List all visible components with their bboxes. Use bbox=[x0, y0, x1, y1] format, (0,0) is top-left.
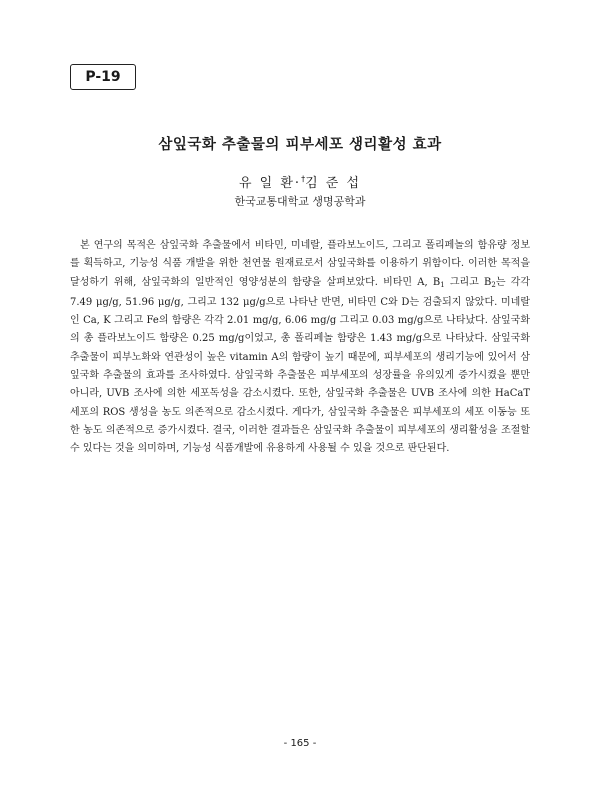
author-separator: · bbox=[294, 176, 302, 191]
abstract-text-2: 그리고 B bbox=[444, 276, 492, 288]
poster-number: P-19 bbox=[85, 69, 121, 85]
abstract-text-1: 본 연구의 목적은 삼잎국화 추출물에서 비타민, 미네랄, 플라보노이드, 그리고 폴리페놀의 함유량 정보를 획득하고, 기능성 식품 개발을 위한 천연물 원재료로서 삼잎국화를 이용하기 위함이다. 이러한 목적을 달성하기 위해, 삼잎국화의 일반적인 영양성분의 함량을 살펴보았다. 비타민 A, B bbox=[70, 240, 530, 288]
author-1: 유 일 환 bbox=[238, 176, 295, 191]
subscript-1: 1 bbox=[440, 280, 445, 289]
poster-number-badge bbox=[70, 64, 136, 90]
author-2: 김 준 섭 bbox=[305, 176, 362, 191]
page-number: - 165 - bbox=[283, 738, 317, 749]
authors-line bbox=[0, 172, 600, 191]
abstract-text-3: 는 각각 7.49 μg/g, 51.96 μg/g, 그리고 132 μg/g으로 나타난 반면, 비타민 C와 D는 검출되지 않았다. 미네랄인 Ca, K 그리고 Fe의 함량은 각각 2.01 mg/g, 6.06 mg/g 그리고 0.03 mg/g으로 나타났다. 삼잎국화의 총 플라보노이드 함량은 0.25 mg/g이었고, 총 폴리페놀 함량은 1.43 mg/g으로 나타났다. 삼잎국화 추출물이 피부노화와 연관성이 높은 vitamin A의 함량이 높기 때문에, 피부세포의 생리기능에 있어서 삼잎국화 추출물의 효과를 조사하였다. 삼잎국화 추출물은 피부세포의 성장률을 유의있게 증가시켰을 뿐만 아니라, UVB 조사에 의한 세포독성을 감소시켰다. 또한, 삼잎국화 추출물은 UVB 조사에 의한 HaCaT 세포의 ROS 생성을 농도 의존적으로 감소시켰다. 게다가, 삼잎국화 추출물은 피부세포의 세포 이동능 또한 농도 의존적으로 증가시켰다. 결국, 이러한 결과들은 삼잎국화 추출물이 피부세포의 생리활성을 조절할 수 있다는 것을 의미하며, 기능성 식품개발에 유용하게 사용될 수 있을 것으로 판단된다. bbox=[70, 276, 530, 455]
abstract-paragraph bbox=[70, 237, 530, 459]
subscript-2: 2 bbox=[491, 280, 496, 289]
corresponding-author-mark: † bbox=[301, 174, 306, 184]
affiliation: 한국교통대학교 생명공학과 bbox=[234, 195, 366, 208]
paper-title: 삼잎국화 추출물의 피부세포 생리활성 효과 bbox=[158, 137, 442, 153]
